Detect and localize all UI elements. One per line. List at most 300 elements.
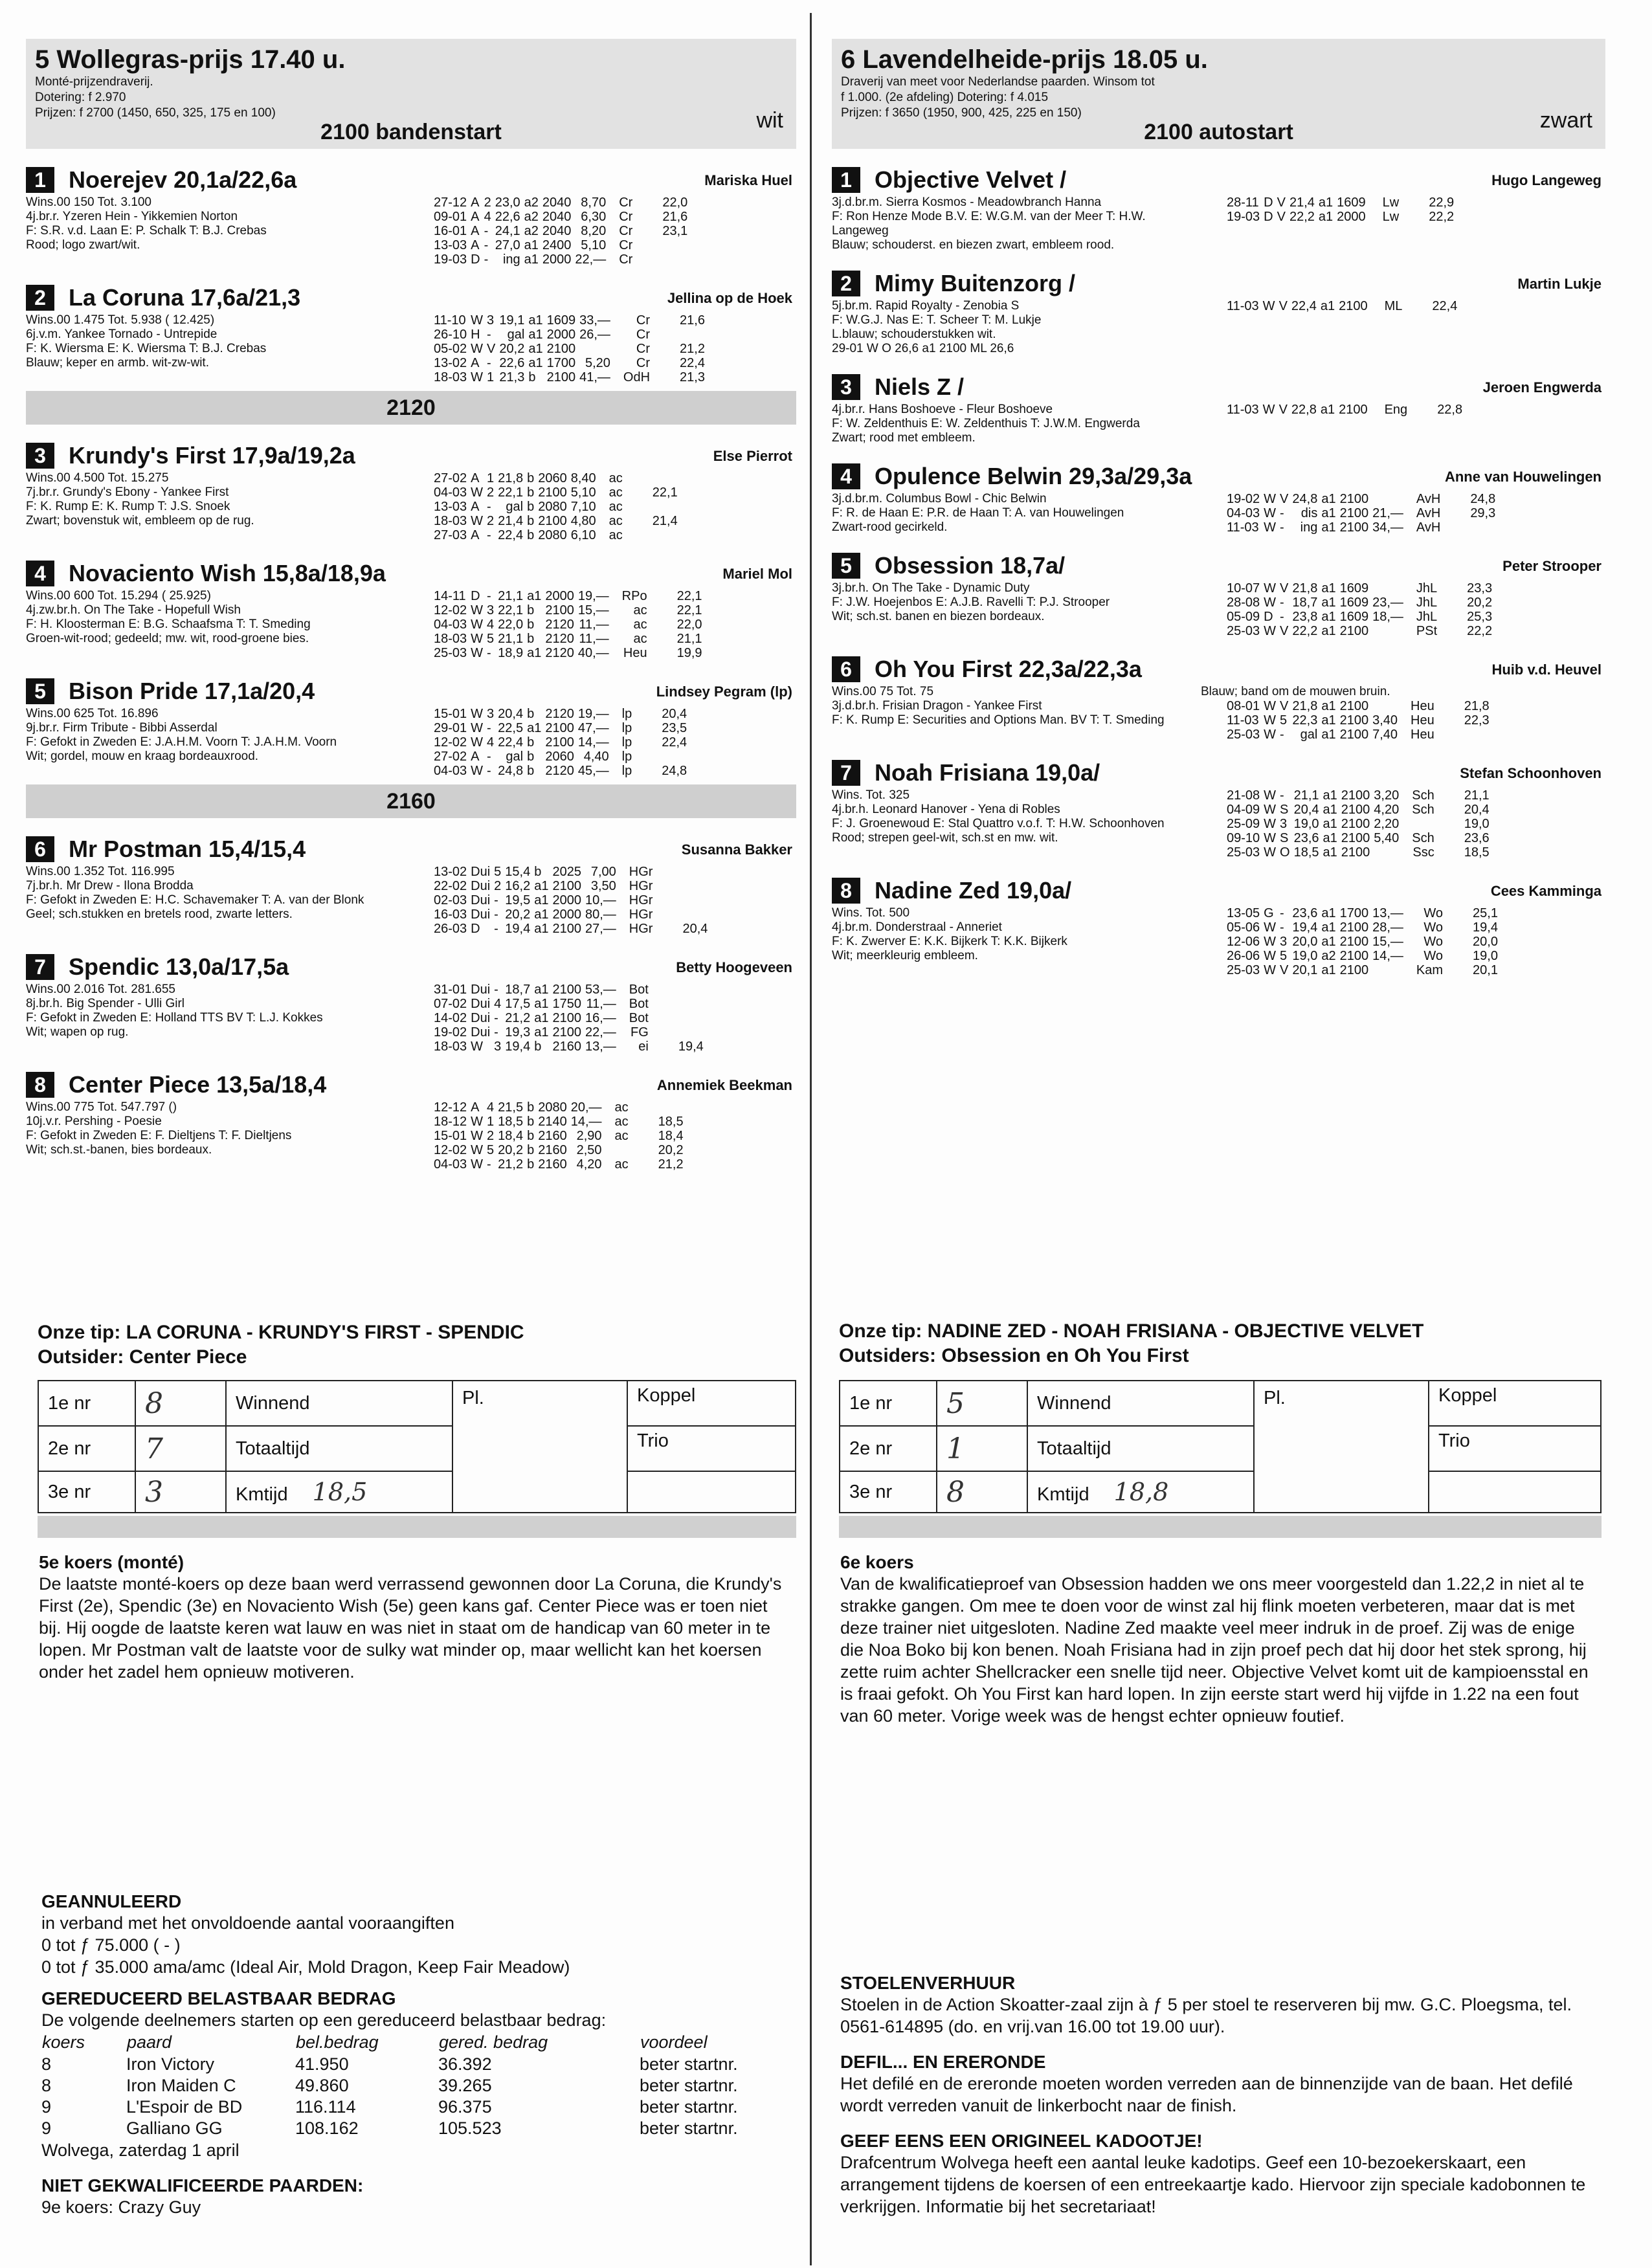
run-cell: 19,3 (505, 1025, 531, 1040)
run-cell: Cr (636, 328, 651, 342)
run-row (434, 313, 709, 328)
run-cell: a1 (1318, 195, 1334, 210)
run-cell: 1609 (1339, 610, 1369, 624)
run-cell: Heu (623, 646, 647, 660)
run-cell: gal (1300, 728, 1318, 742)
run-cell: W (1264, 920, 1277, 935)
run-cell: 26-03 (434, 922, 467, 936)
run-cell: ac (633, 617, 647, 632)
run-cell: W (471, 370, 484, 384)
kmtijd-label: Kmtijd (236, 1484, 288, 1505)
info-line: Zwart; rood met embleem. (832, 431, 976, 445)
run-cell: 08-01 (1227, 699, 1260, 713)
run-cell: b (527, 764, 535, 778)
run-cell: W (1264, 831, 1277, 845)
run-cell: 5,20 (585, 356, 610, 370)
run-cell: ac (608, 471, 623, 485)
run-cell: 14-02 (434, 1011, 467, 1025)
run-row (434, 764, 691, 778)
run-cell: 21,2 (498, 1157, 524, 1172)
handwritten-pick (937, 1426, 1027, 1471)
run-row (434, 1115, 687, 1129)
handwritten-pick (937, 1381, 1027, 1426)
run-cell: W (471, 485, 484, 500)
run-cell: 21,2 (680, 342, 705, 356)
run-cell: a2 (524, 210, 539, 224)
run-row (434, 342, 709, 356)
handwritten-number: 8 (946, 1475, 965, 1509)
run-cell: HGr (629, 922, 653, 936)
run-cell: 16-03 (434, 907, 467, 922)
run-cell: W (1264, 506, 1277, 520)
run-row (1227, 845, 1493, 860)
run-row (434, 1100, 687, 1115)
kado-text: Drafcentrum Wolvega heeft een aantal leuke kadotips. Geef een 10-bezoekerskaart, een arrangement tijdens de koersen of een entreekaartje kado. Hiervoor zijn speciale kadobonnen te verkrijgen. Informatie bij het secretariaat! (840, 2153, 1586, 2216)
race-color: wit (756, 108, 783, 133)
run-cell: 25-03 (1227, 728, 1260, 742)
race-start: 2100 bandenstart (320, 120, 502, 144)
run-cell: a1 (528, 313, 543, 328)
run-cell: 20,4 (662, 707, 687, 721)
run-cell: Sch (1412, 788, 1434, 803)
tip-line: Onze tip: NADINE ZED - NOAH FRISIANA - OBJECTIVE VELVET (839, 1320, 1424, 1342)
run-cell: 23,3 (1467, 581, 1493, 595)
run-cell: - (487, 500, 491, 514)
run-row (434, 1129, 687, 1143)
run-cell: 19,4 (1292, 920, 1318, 935)
run-cell: 11-03 (1227, 403, 1259, 417)
row-label: 1e nr (38, 1381, 135, 1426)
run-cell: 18-03 (434, 632, 467, 646)
run-cell: 3,50 (590, 879, 616, 893)
right-column (832, 39, 1605, 977)
start-number: 8 (26, 1072, 54, 1098)
run-cell: 2120 (545, 764, 574, 778)
run-cell: 16,2 (505, 879, 531, 893)
run-row (1227, 906, 1502, 920)
run-cell: 3 (487, 603, 495, 617)
runs-block (1201, 685, 1570, 742)
handwritten-number: 1 (946, 1432, 965, 1465)
run-cell: 15,4 (505, 865, 531, 879)
run-cell: 2100 (552, 922, 581, 936)
niet-gekwalificeerd-heading: NIET GEKWALIFICEERDE PAARDEN: (41, 2175, 364, 2196)
run-cell: 3,20 (1374, 788, 1400, 803)
run-cell: b (527, 528, 535, 542)
run-cell: 1609 (1339, 581, 1369, 595)
run-cell: 2100 (1339, 299, 1368, 313)
run-cell: a1 (1321, 506, 1336, 520)
recent-runs-table (434, 707, 691, 778)
run-cell: - (1280, 788, 1284, 803)
winnend-label: Winnend (1027, 1381, 1254, 1426)
run-cell (1372, 699, 1401, 713)
run-cell: a1 (534, 879, 549, 893)
run-cell: 2100 (546, 342, 576, 356)
run-cell: W (471, 632, 484, 646)
run-cell: a1 (534, 997, 549, 1011)
run-row (1227, 949, 1502, 963)
run-row (434, 356, 709, 370)
info-line: 4j.zw.br.h. On The Take - Hopefull Wish (26, 603, 241, 617)
gereduceerd-cell: 9 (41, 2097, 52, 2117)
run-cell: W (1262, 403, 1275, 417)
run-cell: 21,4 (1289, 195, 1315, 210)
run-cell (627, 500, 682, 514)
run-cell: - (1280, 595, 1284, 610)
run-cell: 8,20 (581, 224, 607, 238)
info-line: 4j.br.r. Yzeren Hein - Yikkemien Norton (26, 210, 238, 223)
run-row (434, 632, 706, 646)
run-cell: ML (1384, 299, 1403, 313)
info-line: 3j.d.br.m. Columbus Bowl - Chic Belwin (832, 492, 1047, 506)
run-cell: - (484, 238, 489, 252)
run-cell: 22,6 (495, 210, 520, 224)
run-cell: 19,4 (505, 1040, 531, 1054)
run-cell: 19,5 (505, 893, 531, 907)
run-cell: b (527, 1129, 535, 1143)
run-cell: Dui (471, 1025, 491, 1040)
run-cell: 25-03 (1227, 624, 1260, 638)
handwritten-number: 7 (145, 1432, 163, 1465)
gereduceerd-cell: 8 (41, 2054, 52, 2074)
run-cell: 20,2 (658, 1143, 684, 1157)
run-cell: 22,4 (498, 528, 524, 542)
run-row (1227, 610, 1496, 624)
run-cell: 22,4 (498, 735, 524, 750)
handwritten-pick (135, 1471, 226, 1513)
info-line: F: Gefokt in Zweden E: F. Dieltjens T: F. Dieltjens (26, 1129, 292, 1142)
run-cell: W (471, 342, 484, 356)
run-cell: Heu (1411, 728, 1434, 742)
run-cell: 27,0 (495, 238, 520, 252)
run-cell: W (471, 1157, 484, 1172)
run-row (434, 721, 691, 735)
run-cell: 19-02 (1227, 492, 1260, 506)
run-cell: 6,10 (570, 528, 596, 542)
horse-entry (26, 951, 796, 1054)
run-cell: 21-08 (1227, 788, 1260, 803)
run-cell: W (1264, 963, 1277, 977)
run-cell: 25,1 (1473, 906, 1498, 920)
run-cell: W (1264, 788, 1277, 803)
run-cell: V (1278, 403, 1288, 417)
run-cell: Dui (471, 893, 491, 907)
run-cell: 22,3 (1292, 713, 1318, 728)
run-cell: a1 (1321, 581, 1336, 595)
run-cell: W (471, 514, 484, 528)
horse-body (832, 492, 1605, 535)
run-cell (1372, 624, 1407, 638)
horse-header (832, 164, 1605, 195)
run-cell: 2100 (1341, 817, 1370, 831)
run-cell (636, 252, 691, 267)
horse-name: La Coruna 17,6a/21,3 (69, 284, 301, 311)
run-cell: 33,— (579, 313, 610, 328)
run-cell: 16,— (585, 1011, 616, 1025)
horse-name: Mimy Buitenzorg / (875, 270, 1076, 296)
race-color: zwart (1539, 108, 1592, 133)
horse-info (832, 685, 1201, 742)
run-cell: 2100 (1339, 403, 1368, 417)
run-cell: 21,3 (499, 370, 525, 384)
info-line: 3j.br.h. On The Take - Dynamic Duty (832, 581, 1030, 595)
run-cell: Bot (629, 983, 649, 997)
run-cell: A (471, 356, 480, 370)
run-cell: A (471, 500, 480, 514)
run-cell: 2100 (1339, 506, 1369, 520)
run-cell: 13-05 (1227, 906, 1260, 920)
run-cell: a1 (1321, 610, 1336, 624)
run-cell: V (1277, 210, 1286, 224)
run-cell: W (471, 646, 484, 660)
info-line: Wins. Tot. 325 (832, 788, 910, 802)
run-cell: 20,4 (498, 707, 524, 721)
run-cell: ac (608, 500, 623, 514)
run-cell: 13-02 (434, 356, 467, 370)
info-line: 29-01 W O 26,6 a1 2100 ML 26,6 (832, 342, 1014, 355)
horse-body (832, 685, 1605, 742)
run-cell: a2 (524, 224, 539, 238)
winnend-label: Winnend (226, 1381, 452, 1426)
run-cell: 2040 (542, 195, 572, 210)
run-cell: 2000 (545, 589, 574, 603)
info-line: Wins.00 600 Tot. 15.294 ( 25.925) (26, 589, 211, 603)
run-cell (606, 1143, 632, 1157)
run-cell: a1 (1321, 935, 1336, 949)
start-number: 1 (832, 167, 860, 193)
horse-list-a (26, 164, 796, 384)
totaaltijd-label: Totaaltijd (226, 1426, 452, 1471)
run-cell: 18,7 (505, 983, 531, 997)
run-cell: A (471, 1100, 480, 1115)
gereduceerd-row (41, 2075, 751, 2096)
run-cell (1374, 845, 1403, 860)
left-notices (41, 1891, 792, 2218)
horse-body (26, 589, 796, 660)
run-cell: 4 (487, 735, 495, 750)
run-cell: - (487, 646, 491, 660)
run-cell: W (471, 707, 484, 721)
info-line: Wins.00 625 Tot. 16.896 (26, 707, 159, 720)
run-row (434, 879, 711, 893)
recent-runs-table (434, 865, 711, 936)
run-cell: 24,8 (498, 764, 524, 778)
run-cell: a1 (524, 238, 539, 252)
run-cell: V (1280, 624, 1289, 638)
run-cell: a1 (1321, 699, 1336, 713)
run-cell: 21,2 (658, 1157, 684, 1172)
run-cell: 2100 (1339, 492, 1369, 506)
horse-header (832, 550, 1605, 581)
run-row (434, 907, 711, 922)
run-cell: 20,4 (1464, 803, 1490, 817)
run-cell: Lw (1382, 210, 1400, 224)
run-cell: 2080 (538, 1100, 567, 1115)
run-cell: 2,20 (1374, 817, 1400, 831)
run-cell: Cr (619, 238, 633, 252)
run-cell: W (1264, 624, 1277, 638)
run-row (1227, 920, 1502, 935)
runs-block (1201, 581, 1496, 638)
row-label: 1e nr (840, 1381, 937, 1426)
run-cell: 2100 (1341, 845, 1370, 860)
run-cell: 21,1 (498, 589, 524, 603)
run-cell: b (527, 632, 535, 646)
driver-name: Cees Kamminga (1490, 883, 1602, 899)
run-cell: 11,— (579, 632, 609, 646)
run-cell: 24,1 (495, 224, 520, 238)
info-line: Wins.00 1.352 Tot. 116.995 (26, 865, 175, 878)
info-line: L.blauw; schouderstukken wit. (832, 328, 996, 341)
horse-body (832, 195, 1605, 252)
horse-name: Nadine Zed 19,0a/ (875, 877, 1072, 904)
run-cell: 4,40 (583, 750, 609, 764)
run-cell: HGr (629, 865, 653, 879)
run-cell: 22,8 (1291, 403, 1317, 417)
recent-runs-table (434, 471, 682, 542)
horse-header (26, 558, 796, 589)
run-cell: A (471, 210, 480, 224)
run-cell: a1 (527, 646, 542, 660)
row-label: 2e nr (840, 1426, 937, 1471)
info-line: Zwart; bovenstuk wit, embleem op de rug. (26, 514, 254, 528)
run-row (1227, 728, 1493, 742)
run-cell: 18-12 (434, 1115, 467, 1129)
horse-list-c (26, 834, 796, 1172)
run-cell: 05-09 (1227, 610, 1260, 624)
run-cell: 23,— (1372, 595, 1403, 610)
run-cell: 12-02 (434, 603, 467, 617)
defile-heading: DEFIL... EN ERERONDE (840, 2052, 1046, 2072)
info-line: 3j.d.br.m. Sierra Kosmos - Meadowbranch Hanna (832, 195, 1102, 209)
run-cell: 1 (487, 471, 495, 485)
driver-name: Jellina op de Hoek (667, 290, 792, 306)
horse-body (26, 1100, 796, 1172)
run-cell: 2025 (552, 865, 581, 879)
run-cell: - (1280, 906, 1284, 920)
run-row (1227, 581, 1496, 595)
horse-entry (26, 282, 796, 384)
run-cell: a1 (528, 356, 543, 370)
totaaltijd-label: Totaaltijd (1027, 1426, 1254, 1471)
run-cell: 45,— (577, 764, 609, 778)
run-cell: 04-03 (434, 764, 467, 778)
run-cell: 11-03 (1227, 520, 1259, 535)
run-cell: a1 (1321, 520, 1336, 535)
runs-block (1201, 492, 1499, 535)
run-cell: 19-03 (1227, 210, 1260, 224)
run-row (1227, 788, 1493, 803)
run-cell: W (471, 313, 484, 328)
run-row (434, 370, 709, 384)
horse-body (26, 313, 796, 384)
run-cell: 2100 (1339, 713, 1369, 728)
run-cell: - (487, 750, 491, 764)
run-cell: 18,5 (498, 1115, 524, 1129)
run-cell: 04-03 (434, 1157, 467, 1172)
run-cell: 3 (1280, 817, 1288, 831)
run-cell: Lw (1382, 195, 1400, 210)
run-cell: 22-02 (434, 879, 467, 893)
run-cell: 22,1 (498, 485, 524, 500)
run-row (434, 514, 682, 528)
run-cell: 23,5 (662, 721, 687, 735)
run-cell: ac (608, 485, 623, 500)
run-cell: ac (633, 632, 647, 646)
col-gered-bedrag: gered. bedrag (439, 2032, 548, 2052)
run-cell: 2040 (542, 210, 572, 224)
gereduceerd-cell: beter startnr. (640, 2054, 738, 2074)
distance-divider-2160: 2160 (26, 784, 796, 818)
run-cell: - (487, 721, 491, 735)
run-cell: 21,3 (680, 370, 705, 384)
run-cell: A (471, 195, 480, 210)
handwritten-number: 3 (145, 1475, 163, 1509)
run-cell: JhL (1416, 610, 1438, 624)
run-cell: 27-02 (434, 471, 467, 485)
run-row (1227, 963, 1502, 977)
horse-entry (832, 372, 1605, 445)
run-cell: 11,— (579, 617, 609, 632)
run-cell: W (1264, 949, 1277, 963)
info-line: Wit; wapen op rug. (26, 1025, 129, 1039)
horse-info (26, 983, 408, 1054)
run-cell: 28,— (1372, 920, 1403, 935)
run-cell: O (1280, 845, 1290, 860)
gereduceerd-cell: Galliano GG (126, 2118, 223, 2138)
run-row (434, 195, 691, 210)
run-cell: Ssc (1412, 845, 1434, 860)
run-cell: a1 (1320, 299, 1335, 313)
run-cell: 2100 (1339, 949, 1369, 963)
run-cell: V (1278, 299, 1288, 313)
handwritten-pick (135, 1381, 226, 1426)
run-cell: 26,— (579, 328, 610, 342)
run-cell: 25-09 (1227, 817, 1260, 831)
run-cell: Cr (619, 252, 633, 267)
run-cell: 14,— (570, 1115, 602, 1129)
run-cell: b (527, 471, 535, 485)
horse-list-b (26, 440, 796, 778)
run-cell: 4 (484, 210, 491, 224)
run-cell: 7,00 (590, 865, 616, 879)
run-cell: 8,40 (570, 471, 596, 485)
run-cell: - (487, 356, 491, 370)
run-cell: 2 (487, 485, 495, 500)
info-line: 3j.d.br.h. Frisian Dragon - Yankee First (832, 699, 1042, 713)
run-cell: 2120 (545, 646, 574, 660)
run-cell: b (534, 1040, 542, 1054)
run-cell: a1 (1323, 803, 1337, 817)
gereduceerd-cell: 49.860 (295, 2076, 349, 2095)
info-line: F: H. Kloosterman E: B.G. Schaafsma T: T. Smeding (26, 617, 311, 631)
geannuleerd-line: in verband met het onvoldoende aantal vooraangiften (41, 1913, 454, 1933)
info-line: F: R. de Haan E: P.R. de Haan T: A. van Houwelingen (832, 506, 1124, 520)
run-cell: AvH (1416, 506, 1441, 520)
driver-name: Jeroen Engwerda (1482, 379, 1602, 395)
run-cell: Dui (471, 865, 491, 879)
horse-name: Krundy's First 17,9a/19,2a (69, 442, 355, 469)
run-cell: 23,6 (1292, 906, 1318, 920)
gereduceerd-row (41, 2118, 751, 2139)
comment-heading: 6e koers (840, 1552, 914, 1572)
race-start: 2100 autostart (1144, 120, 1293, 144)
run-cell: 19,0 (1293, 817, 1319, 831)
run-cell: - (487, 328, 491, 342)
run-cell: b (527, 1157, 535, 1172)
run-cell: 22,4 (662, 735, 687, 750)
